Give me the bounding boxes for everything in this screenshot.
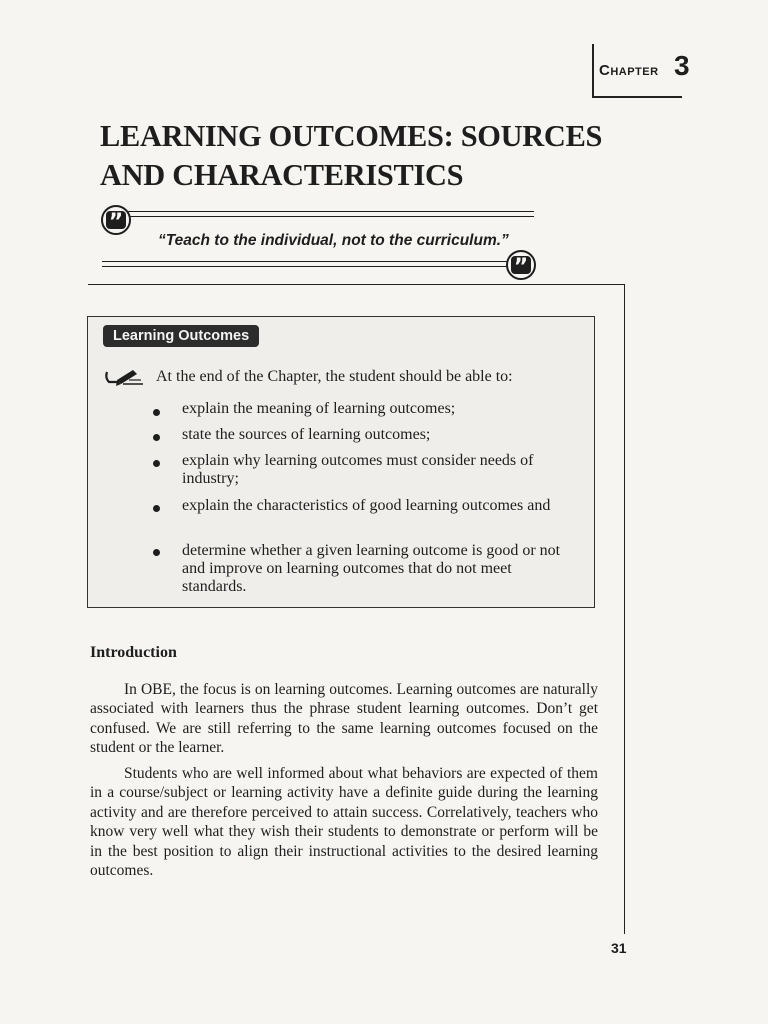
- pen-writing-icon: [103, 366, 147, 388]
- body-paragraph: Students who are well informed about what behaviors are expected of them in a course/subject or learning activity have a definite guide during the learning activity and are therefore perceived to attain success. Correlatively, teachers who know very well what they wish their students to demonstrate or perform will be in the best position to align their instructional activities to the desired learning outcomes.: [90, 765, 598, 880]
- outcome-item: state the sources of learning outcomes;: [182, 426, 431, 443]
- bullet-dot-icon: [153, 434, 160, 441]
- outcome-item: explain the characteristics of good learning outcomes and: [182, 497, 551, 514]
- chapter-tag: [592, 44, 690, 98]
- chapter-title-line-2: AND CHARACTERISTICS: [100, 157, 464, 192]
- quote-top-rule: [128, 211, 534, 217]
- page-frame-top: [88, 284, 625, 285]
- quote-bottom-rule: [102, 261, 508, 267]
- learning-outcomes-label: Learning Outcomes: [103, 325, 259, 347]
- page-number: 31: [611, 940, 627, 956]
- chapter-number: 3: [674, 50, 690, 81]
- outcome-item: explain why learning outcomes must consider needs of industry;: [182, 452, 534, 487]
- chapter-label: Chapter: [599, 62, 659, 79]
- section-heading: Introduction: [90, 644, 177, 661]
- bullet-dot-icon: [153, 505, 160, 512]
- bullet-dot-icon: [153, 409, 160, 416]
- bullet-dot-icon: [153, 549, 160, 556]
- quote-mark-icon: [101, 205, 131, 235]
- page-frame-right: [624, 284, 625, 934]
- chapter-title-line-1: LEARNING OUTCOMES: SOURCES: [100, 118, 603, 153]
- bullet-dot-icon: [153, 460, 160, 467]
- learning-outcomes-intro: At the end of the Chapter, the student should be able to:: [156, 368, 513, 385]
- outcome-item: determine whether a given learning outcome is good or not and improve on learning outcomes that do not meet standards.: [182, 542, 561, 595]
- outcome-item: explain the meaning of learning outcomes;: [182, 400, 456, 417]
- quote-mark-icon: [506, 250, 536, 280]
- epigraph-quote: “Teach to the individual, not to the curriculum.”: [158, 232, 509, 249]
- body-paragraph: In OBE, the focus is on learning outcomes. Learning outcomes are naturally associated with learners thus the phrase student learning outcomes. Don’t get confused. We are still referring to the same learning outcomes focused on the student or the learner.: [90, 681, 598, 757]
